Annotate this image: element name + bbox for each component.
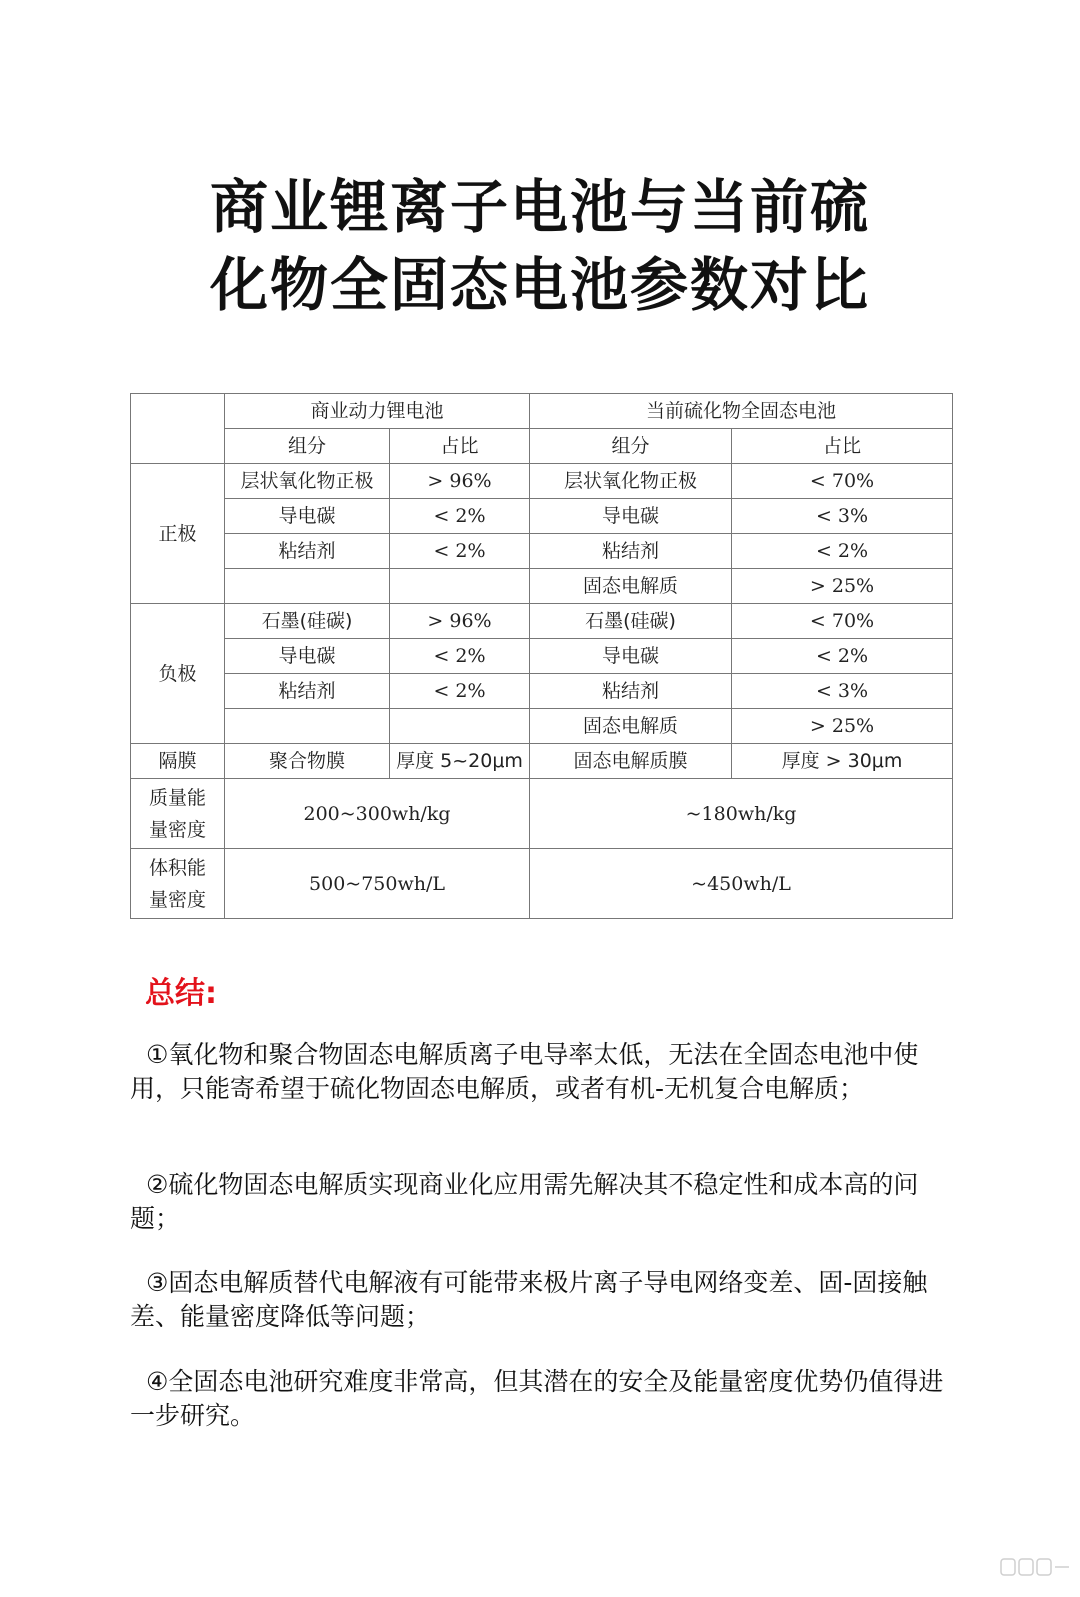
cell: 导电碳 bbox=[530, 499, 732, 534]
cell: 石墨(硅碳) bbox=[530, 604, 732, 639]
paragraph-text: ③固态电解质替代电解液有可能带来极片离子导电网络变差、固-固接触差、能量密度降低等问题； bbox=[130, 1268, 928, 1331]
cell: 聚合物膜 bbox=[225, 744, 390, 779]
subheader-ratio: 占比 bbox=[390, 429, 530, 464]
cell: 厚度 5~20μm bbox=[390, 744, 530, 779]
cell: < 2% bbox=[732, 639, 953, 674]
cell: < 2% bbox=[390, 534, 530, 569]
table-row bbox=[131, 534, 953, 569]
cell: 层状氧化物正极 bbox=[530, 464, 732, 499]
cell: < 3% bbox=[732, 674, 953, 709]
cell bbox=[390, 569, 530, 604]
paragraph-text: ①氧化物和聚合物固态电解质离子电导率太低，无法在全固态电池中使用，只能寄希望于硫化物固态电解质，或者有机-无机复合电解质； bbox=[130, 1040, 919, 1103]
table-header-row bbox=[131, 394, 953, 429]
row-label-volume-density bbox=[131, 849, 225, 919]
cell: < 70% bbox=[732, 604, 953, 639]
label-line: 质量能 bbox=[148, 786, 206, 809]
cell: < 70% bbox=[732, 464, 953, 499]
cell: 粘结剂 bbox=[530, 674, 732, 709]
table-row bbox=[131, 569, 953, 604]
cell: > 25% bbox=[732, 709, 953, 744]
cell: < 3% bbox=[732, 499, 953, 534]
cell: > 96% bbox=[390, 464, 530, 499]
table-row-separator bbox=[131, 744, 953, 779]
cell: 粘结剂 bbox=[225, 674, 390, 709]
subheader-component: 组分 bbox=[530, 429, 732, 464]
table-row bbox=[131, 674, 953, 709]
row-label-separator: 隔膜 bbox=[131, 744, 225, 779]
summary-paragraph-2 bbox=[130, 1168, 952, 1236]
cell: 固态电解质 bbox=[530, 709, 732, 744]
cell: 层状氧化物正极 bbox=[225, 464, 390, 499]
cell: 导电碳 bbox=[225, 639, 390, 674]
cell: 粘结剂 bbox=[225, 534, 390, 569]
cell: 石墨(硅碳) bbox=[225, 604, 390, 639]
table-row bbox=[131, 639, 953, 674]
title-line-1: 商业锂离子电池与当前硫 bbox=[209, 173, 870, 241]
table-row-volume-density bbox=[131, 849, 953, 919]
cell: < 2% bbox=[390, 674, 530, 709]
row-label-positive: 正极 bbox=[131, 464, 225, 604]
title-line-2: 化物全固态电池参数对比 bbox=[209, 251, 870, 319]
cell: 粘结剂 bbox=[530, 534, 732, 569]
header-commercial-battery: 商业动力锂电池 bbox=[225, 394, 530, 429]
cell: ~450wh/L bbox=[530, 849, 953, 919]
cell bbox=[225, 709, 390, 744]
table-row-mass-density bbox=[131, 779, 953, 849]
image-watermark-icon bbox=[1000, 1556, 1070, 1578]
subheader-ratio: 占比 bbox=[732, 429, 953, 464]
cell: 导电碳 bbox=[225, 499, 390, 534]
table-row bbox=[131, 464, 953, 499]
cell: 200~300wh/kg bbox=[225, 779, 530, 849]
label-line: 量密度 bbox=[148, 888, 206, 911]
table-row bbox=[131, 709, 953, 744]
table-subheader-row bbox=[131, 429, 953, 464]
cell: 500~750wh/L bbox=[225, 849, 530, 919]
cell: 导电碳 bbox=[530, 639, 732, 674]
table-row bbox=[131, 499, 953, 534]
label-line: 体积能 bbox=[148, 856, 206, 879]
cell: 固态电解质 bbox=[530, 569, 732, 604]
row-label-negative: 负极 bbox=[131, 604, 225, 744]
table-row bbox=[131, 604, 953, 639]
summary-paragraph-1 bbox=[130, 1038, 952, 1106]
header-sulfide-battery: 当前硫化物全固态电池 bbox=[530, 394, 953, 429]
corner-cell bbox=[131, 394, 225, 464]
page-title bbox=[0, 168, 1080, 324]
summary-paragraph-3 bbox=[130, 1266, 952, 1334]
cell: < 2% bbox=[732, 534, 953, 569]
cell bbox=[225, 569, 390, 604]
cell: < 2% bbox=[390, 499, 530, 534]
summary-title: 总结: bbox=[145, 976, 217, 1011]
summary-paragraph-4 bbox=[130, 1365, 952, 1433]
row-label-mass-density bbox=[131, 779, 225, 849]
cell: ~180wh/kg bbox=[530, 779, 953, 849]
paragraph-text: ②硫化物固态电解质实现商业化应用需先解决其不稳定性和成本高的问题； bbox=[130, 1170, 919, 1233]
cell: > 25% bbox=[732, 569, 953, 604]
label-line: 量密度 bbox=[148, 818, 206, 841]
comparison-table bbox=[130, 393, 953, 919]
paragraph-text: ④全固态电池研究难度非常高，但其潜在的安全及能量密度优势仍值得进一步研究。 bbox=[130, 1367, 944, 1430]
cell: 固态电解质膜 bbox=[530, 744, 732, 779]
cell: > 96% bbox=[390, 604, 530, 639]
cell: < 2% bbox=[390, 639, 530, 674]
cell: 厚度 > 30μm bbox=[732, 744, 953, 779]
cell bbox=[390, 709, 530, 744]
subheader-component: 组分 bbox=[225, 429, 390, 464]
